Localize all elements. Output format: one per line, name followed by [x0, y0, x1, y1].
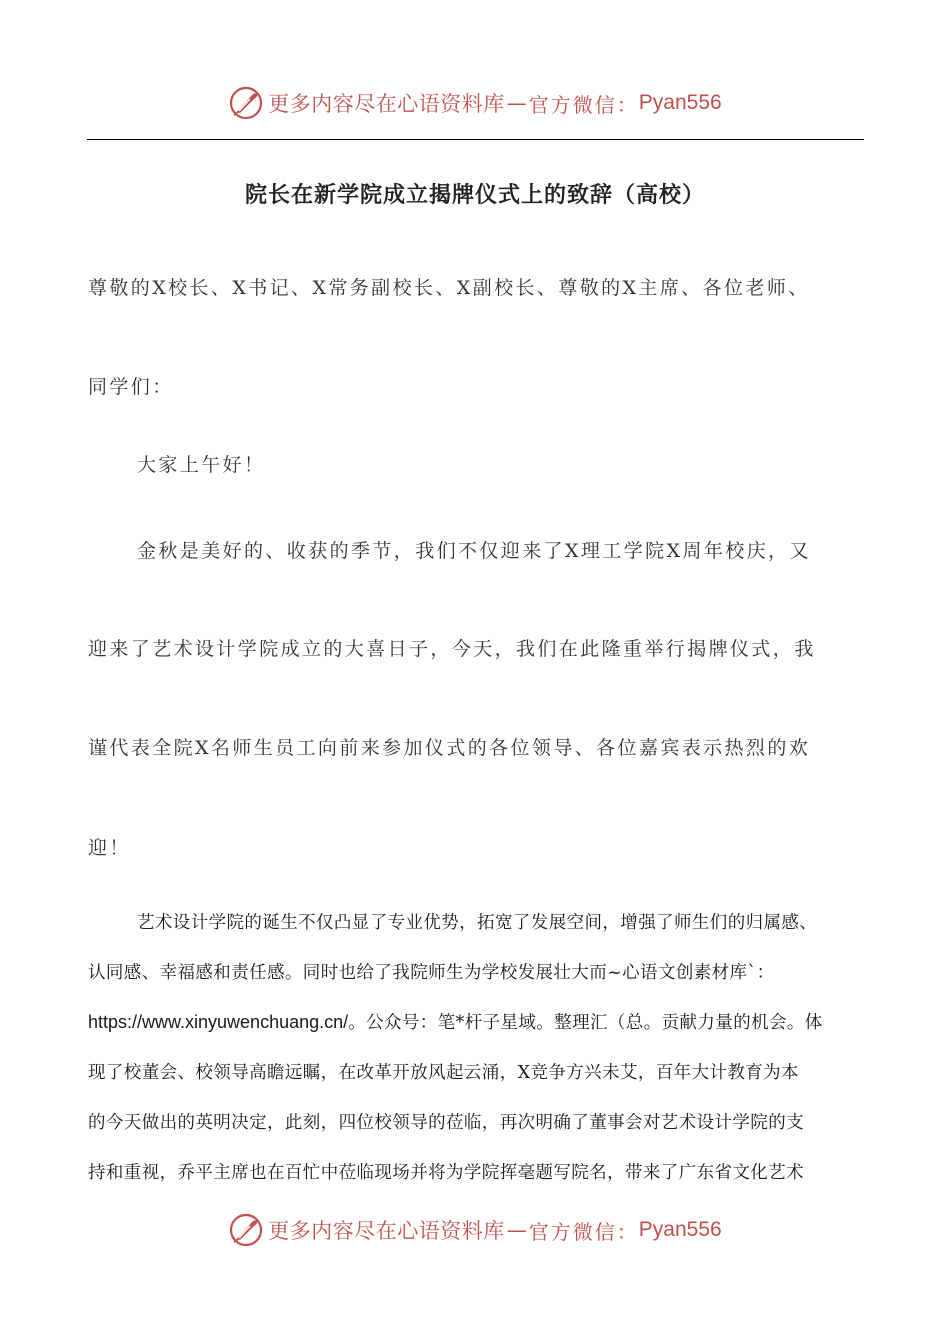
banner-wechat-handle: Pyan556 [638, 1218, 722, 1241]
body-line: 持和重视，乔平主席也在百忙中莅临现场并将为学院挥毫题写院名，带来了广东省文化艺术 [88, 1163, 804, 1183]
body-line: 现了校董会、校领导高瞻远瞩，在改革开放风起云涌，X竞争方兴未艾，百年大计教育为本 [88, 1063, 799, 1083]
body-line: 同学们： [88, 376, 174, 398]
footer-banner [0, 1208, 950, 1252]
body-line-text: 。公众号：笔*杆子星域。整理汇（总。贡献力量的机会。体 [348, 1013, 823, 1033]
banner-contact-label: 官方微信： [528, 92, 639, 117]
banner-contact-label: 官方微信： [528, 1219, 639, 1244]
document-title: 院长在新学院成立揭牌仪式上的致辞（高校） [244, 183, 705, 208]
quill-pen-logo-icon [228, 85, 264, 121]
source-url-link[interactable]: https://www.xinyuwenchuang.cn/ [88, 1012, 349, 1032]
body-line: 迎来了艺术设计学院成立的大喜日子，今天，我们在此隆重举行揭牌仪式，我 [88, 638, 816, 660]
body-line: 谨代表全院X名师生员工向前来参加仪式的各位领导、各位嘉宾表示热烈的欢 [88, 737, 811, 759]
banner-wechat-handle: Pyan556 [638, 91, 722, 114]
body-line: 尊敬的X校长、X书记、X常务副校长、X副校长、尊敬的X主席、各位老师、 [88, 277, 810, 299]
banner-brand-text: 更多内容尽在心语资料库 [268, 92, 505, 116]
body-line: 的今天做出的英明决定，此刻，四位校领导的莅临，再次明确了董事会对艺术设计学院的支 [88, 1113, 804, 1133]
body-line-with-url [88, 1009, 823, 1034]
banner-brand-text: 更多内容尽在心语资料库 [268, 1219, 505, 1243]
body-line: 认同感、幸福感和责任感。同时也给了我院师生为学校发展壮大而~心语文创素材库`： [88, 963, 775, 983]
body-line: 金秋是美好的、收获的季节，我们不仅迎来了X理工学院X周年校庆，又 [137, 540, 811, 562]
header-divider [87, 139, 864, 140]
banner-dash: — [506, 1218, 527, 1242]
body-line: 艺术设计学院的诞生不仅凸显了专业优势，拓宽了发展空间，增强了师生们的归属感、 [137, 913, 818, 933]
banner-dash: — [506, 91, 527, 115]
header-banner [0, 81, 950, 125]
body-line: 大家上午好！ [137, 454, 266, 476]
quill-pen-logo-icon [228, 1212, 264, 1248]
body-line: 迎！ [88, 837, 131, 859]
